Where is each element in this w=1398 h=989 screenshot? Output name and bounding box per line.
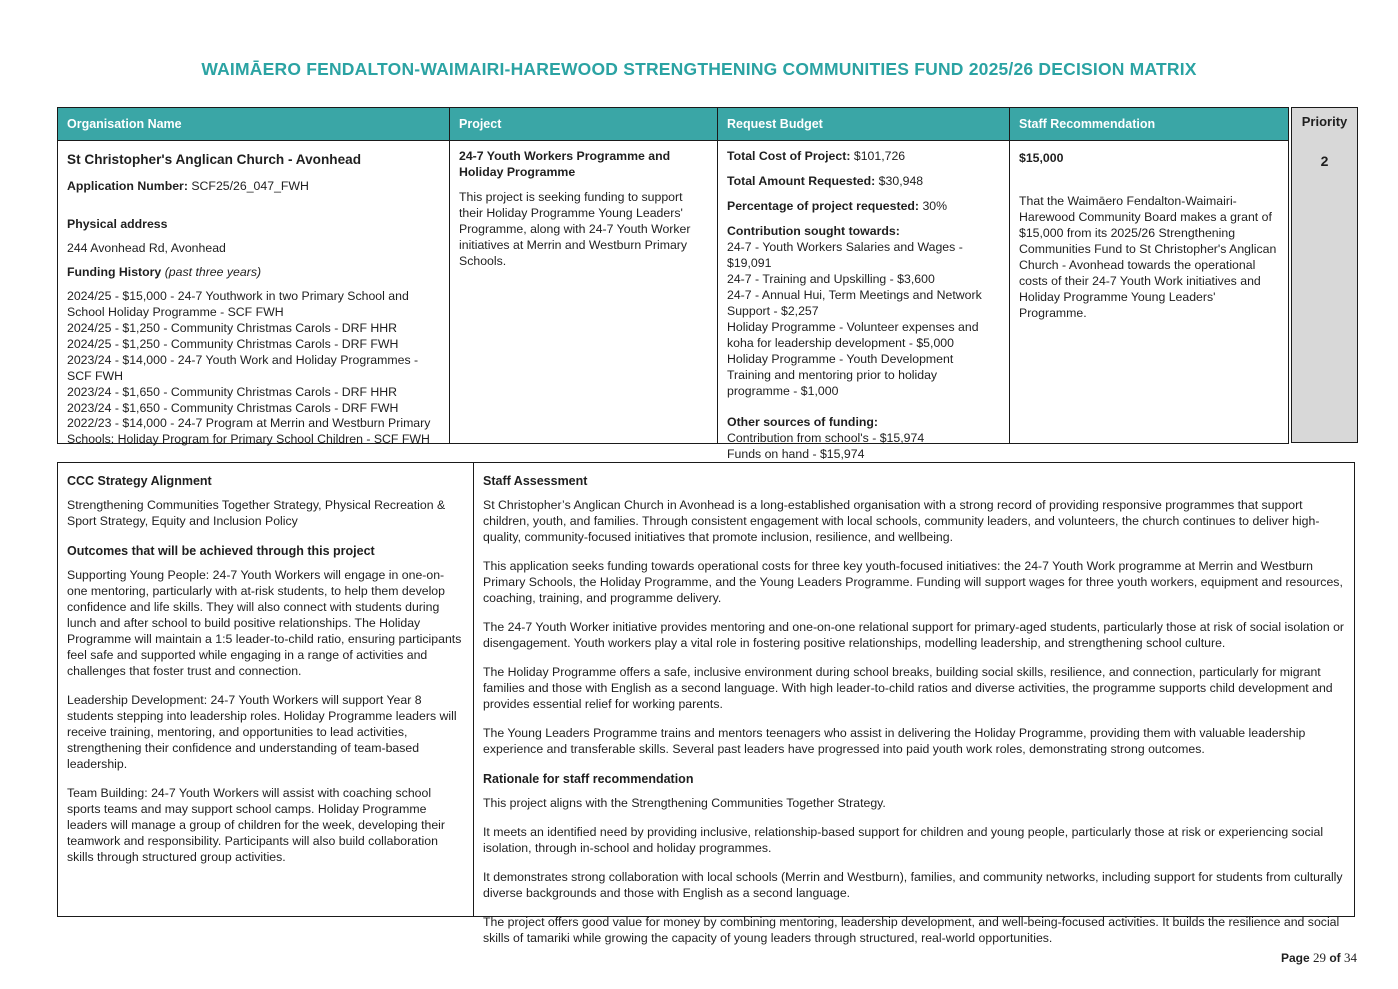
funding-history-entry: 2024/25 - $1,250 - Community Christmas Carols - DRF FWH	[67, 336, 399, 351]
column-header-priority: Priority	[1301, 114, 1348, 129]
outcome-paragraph: Supporting Young People: 24-7 Youth Workers will engage in one-on-one mentoring, particularly with at-risk students, to help them develop confidence and life skills. They will also connect with students during lunch and after school to build positive relationships. The Holiday Programme will maintain a 1:5 leader-to-child ratio, ensuring participants feel safe and supported while engaging in a range of activities and challenges that foster trust and connection.	[67, 568, 462, 679]
assessment-paragraph: The 24-7 Youth Worker initiative provides mentoring and one-on-one relational support for primary-aged students, particularly those at risk of social isolation or disengagement. Youth workers play a vital role in fostering positive relationships, modelling leadership, and strengthening school culture.	[483, 620, 1345, 651]
request-budget-cell	[718, 141, 1010, 461]
contribution-heading: Contribution sought towards:	[727, 223, 900, 238]
total-requested-value: $30,948	[878, 173, 924, 188]
funding-history-entry: 2023/24 - $1,650 - Community Christmas Carols - DRF FWH	[67, 400, 399, 415]
total-requested-line	[727, 174, 1000, 190]
column-header-request-budget: Request Budget	[718, 108, 1010, 141]
contribution-item: 24-7 - Annual Hui, Term Meetings and Network Support - $2,257	[727, 287, 982, 318]
recommendation-text: That the Waimāero Fendalton-Waimairi-Harewood Community Board makes a grant of $15,000 from its 2025/26 Strengthening Communities Fund to St Christopher's Anglican Church - Avonhead towards the operational costs of their 24-7 Youth Work initiatives and Holiday Programme Young Leaders' Programme.	[1019, 193, 1277, 320]
staff-assessment-heading: Staff Assessment	[483, 474, 588, 488]
spacer	[727, 400, 1000, 415]
column-header-organisation: Organisation Name	[58, 108, 450, 141]
footer-page-label: Page	[1280, 951, 1310, 965]
recommended-amount: $15,000	[1019, 151, 1064, 165]
rationale-paragraph: This project aligns with the Strengthening Communities Together Strategy.	[483, 796, 886, 811]
funding-history-heading	[67, 265, 440, 281]
funding-history-entry: 2023/24 - $1,650 - Community Christmas Carols - DRF HHR	[67, 384, 398, 399]
percentage-line	[727, 199, 1000, 215]
contribution-item: Holiday Programme - Youth Development Training and mentoring prior to holiday programme - $1,000	[727, 351, 954, 398]
total-cost-line	[727, 149, 1000, 165]
funding-history-entry: 2022/23 - $14,000 - 24-7 Program at Merrin and Westburn Primary Schools: Holiday Program for Primary School Children - SCF FWH	[67, 416, 431, 447]
assessment-paragraph: This application seeks funding towards operational costs for three key youth-focused initiatives: the 24-7 Youth Work programme at Merrin and Westburn Primary Schools, the Holiday Programme, and the Young Leaders Programme. Funding will support wages for three youth workers, equipment and resources, coaching, training, and programme delivery.	[483, 559, 1343, 606]
physical-address-value: 244 Avonhead Rd, Avonhead	[67, 240, 226, 255]
assessment-paragraph: The Holiday Programme offers a safe, inclusive environment during school breaks, building social skills, resilience, and connection, particularly for migrant families and those with English as a second language. With high leader-to-child ratios and diverse activities, the programme supports child development and provides essential relief for working parents.	[483, 665, 1333, 712]
outcomes-heading: Outcomes that will be achieved through this project	[67, 544, 375, 559]
column-header-staff-recommendation: Staff Recommendation	[1010, 108, 1289, 141]
decision-matrix	[57, 107, 1358, 461]
staff-assessment-box	[473, 462, 1355, 946]
staff-recommendation-cell	[1010, 141, 1289, 444]
strategy-alignment-heading: CCC Strategy Alignment	[67, 474, 212, 488]
total-cost-label: Total Cost of Project:	[727, 149, 851, 163]
funding-history-entry: 2023/24 - $14,000 - 24-7 Youth Work and Holiday Programmes - SCF FWH	[67, 352, 419, 383]
page-title: WAIMĀERO FENDALTON-WAIMAIRI-HAREWOOD STRENGTHENING COMMUNITIES FUND 2025/26 DECISION MATRIX	[201, 59, 1197, 79]
rationale-paragraph: It meets an identified need by providing inclusive, relationship-based support for children and young people, particularly those at risk or experiencing social isolation, through in-school and holiday programmes.	[483, 825, 1324, 856]
project-cell	[450, 141, 718, 444]
page-footer	[1281, 950, 1357, 967]
application-number-line	[67, 179, 440, 195]
funding-history-list	[67, 289, 440, 449]
percentage-value: 30%	[922, 198, 948, 213]
decision-matrix-table	[57, 107, 1289, 461]
priority-value: 2	[1320, 152, 1329, 169]
application-number-label: Application Number:	[67, 178, 188, 193]
project-title: 24-7 Youth Workers Programme and Holiday Programme	[459, 149, 671, 179]
footer-of-label: of	[1329, 951, 1341, 965]
outcome-paragraph: Leadership Development: 24-7 Youth Workers will support Year 8 students stepping into leadership roles. Holiday Programme leaders will receive training, mentoring, and opportunities to lead activities, strengthening their confidence and understanding of team-based leadership.	[67, 693, 457, 772]
assessment-paragraph: St Christopher’s Anglican Church in Avonhead is a long-established organisation with a strong record of providing responsive programmes that support children, youth, and families. Through consistent engagement with local schools, community leaders, and volunteers, the church continues to deliver high-quality, community-focused initiatives that promote inclusion, resilience, and wellbeing.	[483, 498, 1320, 545]
rationale-heading: Rationale for staff recommendation	[483, 772, 694, 787]
funding-history-entry: 2024/25 - $1,250 - Community Christmas Carols - DRF HHR	[67, 320, 398, 335]
assessment-paragraph: The Young Leaders Programme trains and mentors teenagers who assist in delivering the Holiday Programme, providing them with valuable leadership experience and transferable skills. Several past leaders have progressed into paid youth work roles, demonstrating strong outcomes.	[483, 726, 1306, 757]
total-cost-value: $101,726	[853, 149, 906, 163]
physical-address-label: Physical address	[67, 216, 168, 231]
contribution-list	[727, 240, 1000, 400]
contribution-item: 24-7 - Training and Upskilling - $3,600	[727, 271, 935, 286]
strategy-alignment-box	[57, 462, 474, 917]
footer-total-pages: 34	[1344, 950, 1357, 965]
application-number-value: SCF25/26_047_FWH	[191, 178, 309, 193]
other-sources-heading: Other sources of funding:	[727, 414, 878, 429]
rationale-paragraph: The project offers good value for money by combining mentoring, leadership development, and well-being-focused activities. It builds the resilience and social skills of tamariki while growing the capacity of young leaders through structured, real-world opportunities.	[483, 915, 1340, 946]
percentage-label: Percentage of project requested:	[727, 198, 920, 213]
contribution-item: Holiday Programme - Volunteer expenses and koha for leadership development - $5,000	[727, 319, 979, 350]
contribution-item: 24-7 - Youth Workers Salaries and Wages - $19,091	[727, 239, 963, 270]
funding-history-label: Funding History	[67, 264, 162, 279]
organisation-name: St Christopher's Anglican Church - Avonhead	[67, 152, 362, 167]
organisation-cell	[58, 141, 450, 447]
details-section	[57, 462, 1355, 946]
funding-history-note: (past three years)	[164, 264, 262, 279]
rationale-paragraph: It demonstrates strong collaboration with local schools (Merrin and Westburn), families, and community networks, including support for students from culturally diverse backgrounds and those with English as a second language.	[483, 870, 1343, 901]
other-source-item: Contribution from school's - $15,974	[727, 430, 925, 445]
column-header-project: Project	[450, 108, 718, 141]
footer-page-number: 29	[1312, 950, 1326, 965]
outcome-paragraph: Team Building: 24-7 Youth Workers will assist with coaching school sports teams and may support school camps. Holiday Programme leaders will manage a group of children for the week, developing their teamwork and responsibility. Participants will also build collaboration skills through structured group activities.	[67, 786, 446, 865]
strategy-alignment-text: Strengthening Communities Together Strategy, Physical Recreation & Sport Strategy, Equity and Inclusion Policy	[67, 498, 446, 529]
funding-history-entry: 2024/25 - $15,000 - 24-7 Youthwork in two Primary School and School Holiday Programme - SCF FWH	[67, 288, 409, 319]
project-description: This project is seeking funding to support their Holiday Programme Young Leaders' Programme, along with 24-7 Youth Worker initiatives at Merrin and Westburn Primary Schools.	[459, 189, 691, 268]
other-source-item: Funds on hand - $15,974	[727, 446, 865, 461]
total-requested-label: Total Amount Requested:	[727, 173, 876, 188]
priority-column	[1291, 107, 1358, 443]
